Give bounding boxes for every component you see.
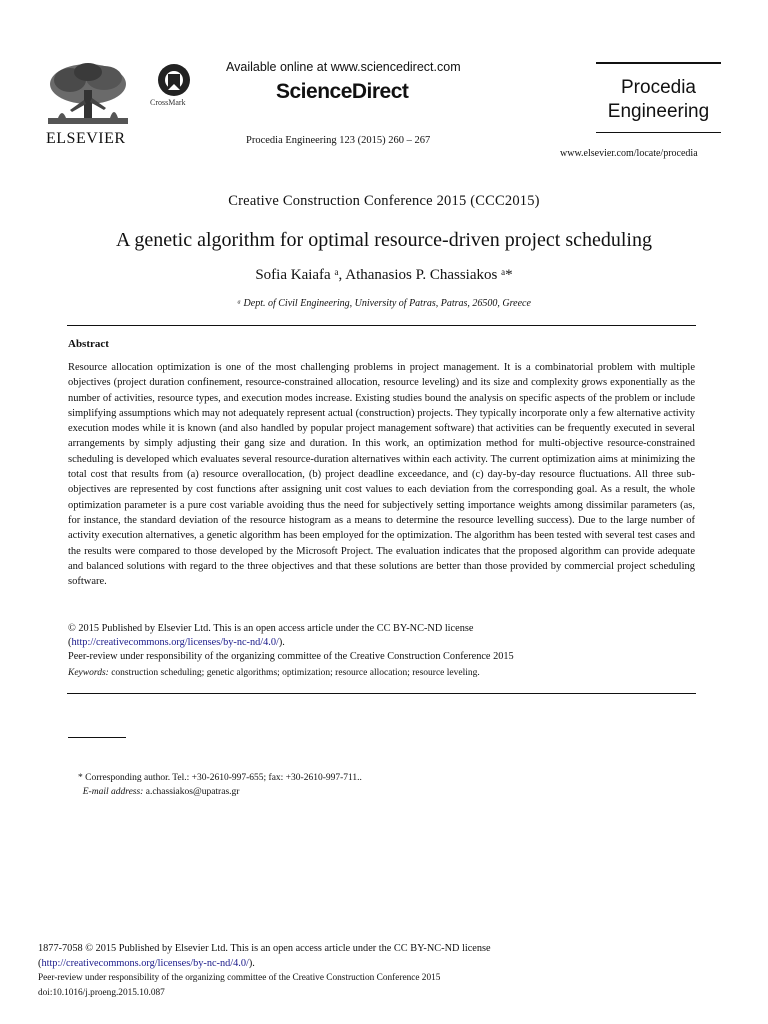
corresponding-author-contact: * Corresponding author. Tel.: +30-2610-997-655; fax: +30-2610-997-711.. bbox=[78, 773, 362, 783]
bottom-license-url-line bbox=[38, 956, 738, 971]
abstract-heading: Abstract bbox=[68, 338, 109, 350]
keywords-text: construction scheduling; genetic algorithms; optimization; resource allocation; resource leveling. bbox=[108, 668, 480, 678]
license-block bbox=[68, 622, 698, 664]
sciencedirect-logo-text: ScienceDirect bbox=[276, 80, 409, 103]
license-link[interactable]: http://creativecommons.org/licenses/by-nc-nd/4.0/ bbox=[71, 637, 279, 648]
paren-close: ). bbox=[278, 637, 285, 648]
journal-name bbox=[596, 76, 721, 124]
email-address[interactable]: a.chassiakos@upatras.gr bbox=[143, 787, 240, 797]
crossmark-label: CrossMark bbox=[150, 98, 186, 107]
bottom-license-link[interactable]: http://creativecommons.org/licenses/by-nc-nd/4.0/ bbox=[41, 958, 249, 969]
keywords-label: Keywords: bbox=[68, 668, 109, 678]
journal-name-line2: Engineering bbox=[607, 101, 710, 122]
paren-open: ( bbox=[68, 637, 72, 648]
doi[interactable]: doi:10.1016/j.proeng.2015.10.087 bbox=[38, 988, 165, 998]
author-list: Sofia Kaiafa ᵃ, Athanasios P. Chassiakos ᵃ* bbox=[255, 267, 513, 283]
peer-review-line: Peer-review under responsibility of the organizing committee of the Creative Construction Conference 2015 bbox=[68, 651, 514, 662]
license-line: © 2015 Published by Elsevier Ltd. This is an open access article under the CC BY-NC-ND license bbox=[68, 623, 474, 634]
publisher-name: ELSEVIER bbox=[46, 130, 126, 147]
bottom-peer-review-line: Peer-review under responsibility of the organizing committee of the Creative Construction Conference 2015 bbox=[38, 973, 441, 983]
journal-box-rule-top bbox=[596, 62, 721, 64]
divider-bottom bbox=[67, 693, 696, 694]
email-line bbox=[78, 785, 362, 799]
journal-name-line1: Procedia bbox=[621, 77, 696, 98]
issn-license-line: 1877-7058 © 2015 Published by Elsevier Ltd. This is an open access article under the CC BY-NC-ND license bbox=[38, 943, 491, 954]
journal-homepage-link[interactable]: www.elsevier.com/locate/procedia bbox=[560, 148, 698, 159]
journal-citation: Procedia Engineering 123 (2015) 260 – 267 bbox=[246, 135, 431, 146]
article-title: A genetic algorithm for optimal resource-driven project scheduling bbox=[116, 229, 652, 251]
footnote-rule bbox=[68, 737, 126, 738]
keywords-line bbox=[68, 668, 698, 678]
license-url-line bbox=[68, 636, 698, 650]
divider-top bbox=[67, 325, 696, 326]
email-label: E-mail address: bbox=[82, 787, 144, 797]
available-online-text: Available online at www.sciencedirect.com bbox=[226, 60, 461, 74]
conference-name: Creative Construction Conference 2015 (CCC2015) bbox=[228, 193, 540, 209]
paren-close: ). bbox=[248, 958, 255, 969]
corresponding-author-footnote bbox=[78, 771, 362, 799]
author-affiliation: ᵃ Dept. of Civil Engineering, University of Patras, Patras, 26500, Greece bbox=[237, 298, 531, 309]
bottom-license-block bbox=[38, 941, 738, 1001]
abstract-text: Resource allocation optimization is one of the most challenging problems in project management. It is a combinatorial problem with multiple objectives (project duration confinement, resource-constrained allocation, resource leveling) and its size and complexity grows exponentially as the number of activities, resource types, and execution modes increase. Existing studies bound the analysis on specific aspects of the problem or include simplifying assumptions which may not adequately represent actual (construction) projects. They typically incorporate only a few alternative activity execution modes while it is known (and also handled by popular project management software) that activities can be frequently executed in several arrangements by simply adjusting their gang size and duration. In this work, an optimization method for multi-objective resource-constrained scheduling is developed which evaluates several resource-duration alternatives within each activity. The current optimization aims at minimizing the total cost that results from (a) resource overallocation, (b) project deadline exceedance, and (c) day-by-day resource fluctuations. All three sub-objectives are represented by cost functions after assigning unit cost values to each deviation from the corresponding goal. As a result, the whole optimization parameter is a pure cost variable avoiding thus the need for subjectively setting importance weights among dissimilar parameters (as, for instance, the standard deviation of the resource histogram as a means to determine the resource levelling success). Due to the large number of activity execution alternatives, a genetic algorithm has been employed for the optimization. The algorithm has been tested with several test cases and the results were compared to those developed by the Microsoft Project. The evaluation indicates that the proposed algorithm can provide adequate and balanced solutions with regard to the three objectives and that these solutions are better than those provided by commercial project scheduling software. bbox=[68, 362, 695, 588]
journal-box-rule-bottom bbox=[596, 132, 721, 133]
paren-open: ( bbox=[38, 958, 42, 969]
